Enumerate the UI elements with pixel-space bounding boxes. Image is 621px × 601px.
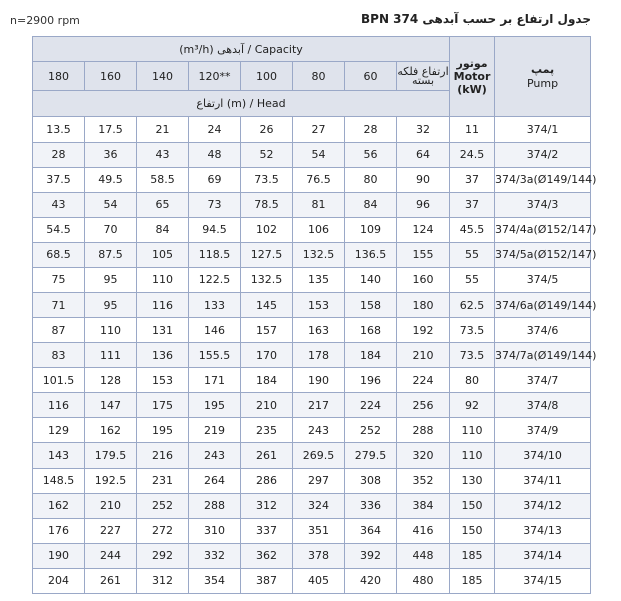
pump-model-cell: 374/10 xyxy=(495,443,591,468)
motor-power-cell: 150 xyxy=(450,493,495,518)
head-value-cell: 27 xyxy=(293,117,345,142)
head-value-cell: 184 xyxy=(345,343,397,368)
head-value-cell: 336 xyxy=(345,493,397,518)
table-row xyxy=(33,543,591,568)
head-value-cell: 132.5 xyxy=(241,267,293,292)
rpm-label: n=2900 rpm xyxy=(10,14,80,27)
pump-model-cell: 374/1 xyxy=(495,117,591,142)
head-value-cell: 264 xyxy=(189,468,241,493)
head-value-cell: 219 xyxy=(189,418,241,443)
motor-power-cell: 55 xyxy=(450,267,495,292)
head-value-cell: 405 xyxy=(293,568,345,593)
head-value-cell: 261 xyxy=(241,443,293,468)
head-value-cell: 128 xyxy=(85,368,137,393)
head-value-cell: 80 xyxy=(345,167,397,192)
head-value-cell: 87.5 xyxy=(85,242,137,267)
head-value-cell: 73 xyxy=(189,192,241,217)
table-row xyxy=(33,493,591,518)
motor-power-cell: 185 xyxy=(450,543,495,568)
head-value-cell: 36 xyxy=(85,142,137,167)
head-value-cell: 387 xyxy=(241,568,293,593)
head-value-cell: 43 xyxy=(137,142,189,167)
head-value-cell: 68.5 xyxy=(33,242,85,267)
head-value-cell: 378 xyxy=(293,543,345,568)
head-value-cell: 124 xyxy=(397,217,450,242)
head-value-cell: 155 xyxy=(397,242,450,267)
pump-model-cell: 374/3a(Ø149/144) xyxy=(495,167,591,192)
head-value-cell: 17.5 xyxy=(85,117,137,142)
head-value-cell: 71 xyxy=(33,293,85,318)
head-value-cell: 21 xyxy=(137,117,189,142)
head-value-cell: 244 xyxy=(85,543,137,568)
pump-model-cell: 374/7a(Ø149/144) xyxy=(495,343,591,368)
table-row xyxy=(33,192,591,217)
head-value-cell: 168 xyxy=(345,318,397,343)
head-value-cell: 269.5 xyxy=(293,443,345,468)
head-value-cell: 54 xyxy=(293,142,345,167)
head-value-cell: 95 xyxy=(85,267,137,292)
motor-power-cell: 130 xyxy=(450,468,495,493)
motor-power-cell: 45.5 xyxy=(450,217,495,242)
table-row xyxy=(33,368,591,393)
motor-power-cell: 37 xyxy=(450,192,495,217)
head-value-cell: 69 xyxy=(189,167,241,192)
head-value-cell: 102 xyxy=(241,217,293,242)
head-value-cell: 157 xyxy=(241,318,293,343)
table-title: جدول ارتفاع بر حسب آبدهی BPN 374 xyxy=(361,12,591,26)
head-value-cell: 111 xyxy=(85,343,137,368)
head-value-cell: 288 xyxy=(189,493,241,518)
head-value-cell: 180 xyxy=(397,293,450,318)
motor-power-cell: 73.5 xyxy=(450,318,495,343)
head-value-cell: 133 xyxy=(189,293,241,318)
table-row xyxy=(33,293,591,318)
head-value-cell: 109 xyxy=(345,217,397,242)
head-value-cell: 101.5 xyxy=(33,368,85,393)
head-value-cell: 132.5 xyxy=(293,242,345,267)
head-value-cell: 158 xyxy=(345,293,397,318)
head-value-cell: 252 xyxy=(345,418,397,443)
head-value-cell: 176 xyxy=(33,518,85,543)
head-value-cell: 52 xyxy=(241,142,293,167)
head-value-cell: 110 xyxy=(137,267,189,292)
head-value-cell: 84 xyxy=(137,217,189,242)
pump-model-cell: 374/4a(Ø152/147) xyxy=(495,217,591,242)
head-value-cell: 337 xyxy=(241,518,293,543)
pump-model-cell: 374/14 xyxy=(495,543,591,568)
head-value-cell: 384 xyxy=(397,493,450,518)
motor-power-cell: 11 xyxy=(450,117,495,142)
head-value-cell: 70 xyxy=(85,217,137,242)
motor-header-fa: موتور xyxy=(456,57,488,71)
motor-power-cell: 62.5 xyxy=(450,293,495,318)
pump-model-cell: 374/6 xyxy=(495,318,591,343)
pump-model-cell: 374/6a(Ø149/144) xyxy=(495,293,591,318)
head-value-cell: 147 xyxy=(85,393,137,418)
head-value-cell: 286 xyxy=(241,468,293,493)
head-value-cell: 78.5 xyxy=(241,192,293,217)
head-value-cell: 261 xyxy=(85,568,137,593)
head-value-cell: 58.5 xyxy=(137,167,189,192)
head-value-cell: 175 xyxy=(137,393,189,418)
head-value-cell: 196 xyxy=(345,368,397,393)
pump-header-fa: پمپ xyxy=(530,62,555,76)
head-value-cell: 116 xyxy=(137,293,189,318)
head-value-cell: 231 xyxy=(137,468,189,493)
head-value-cell: 210 xyxy=(241,393,293,418)
head-value-cell: 192.5 xyxy=(85,468,137,493)
table-row xyxy=(33,117,591,142)
head-value-cell: 480 xyxy=(397,568,450,593)
head-value-cell: 135 xyxy=(293,267,345,292)
head-value-cell: 364 xyxy=(345,518,397,543)
motor-power-cell: 150 xyxy=(450,518,495,543)
head-value-cell: 153 xyxy=(137,368,189,393)
head-value-cell: 140 xyxy=(345,267,397,292)
table-row xyxy=(33,518,591,543)
head-value-cell: 54.5 xyxy=(33,217,85,242)
motor-header-en: Motor xyxy=(453,70,491,84)
head-value-cell: 448 xyxy=(397,543,450,568)
head-value-cell: 43 xyxy=(33,192,85,217)
shutoff-head-header: ارتفاع‌ فلکه بسته xyxy=(397,62,450,91)
head-value-cell: 153 xyxy=(293,293,345,318)
head-value-cell: 65 xyxy=(137,192,189,217)
flow-rate-cell: 140 xyxy=(137,62,189,91)
head-value-cell: 416 xyxy=(397,518,450,543)
head-value-cell: 224 xyxy=(397,368,450,393)
head-value-cell: 118.5 xyxy=(189,242,241,267)
head-value-cell: 32 xyxy=(397,117,450,142)
head-value-cell: 148.5 xyxy=(33,468,85,493)
pump-model-cell: 374/13 xyxy=(495,518,591,543)
head-value-cell: 227 xyxy=(85,518,137,543)
head-value-cell: 216 xyxy=(137,443,189,468)
head-value-cell: 56 xyxy=(345,142,397,167)
head-value-cell: 362 xyxy=(241,543,293,568)
motor-power-cell: 73.5 xyxy=(450,343,495,368)
head-header: ارتفاع (m) / Head xyxy=(33,91,450,117)
head-value-cell: 28 xyxy=(33,142,85,167)
head-value-cell: 136.5 xyxy=(345,242,397,267)
head-value-cell: 210 xyxy=(397,343,450,368)
table-row xyxy=(33,443,591,468)
head-value-cell: 127.5 xyxy=(241,242,293,267)
pump-model-cell: 374/11 xyxy=(495,468,591,493)
flow-rate-cell: 120** xyxy=(189,62,241,91)
head-value-cell: 170 xyxy=(241,343,293,368)
head-value-cell: 84 xyxy=(345,192,397,217)
motor-power-cell: 37 xyxy=(450,167,495,192)
table-row xyxy=(33,318,591,343)
pump-header xyxy=(495,37,591,117)
head-value-cell: 190 xyxy=(33,543,85,568)
head-value-cell: 146 xyxy=(189,318,241,343)
capacity-header-row xyxy=(33,37,591,62)
head-value-cell: 162 xyxy=(85,418,137,443)
pump-model-cell: 374/5a(Ø152/147) xyxy=(495,242,591,267)
pump-model-cell: 374/12 xyxy=(495,493,591,518)
head-value-cell: 116 xyxy=(33,393,85,418)
head-value-cell: 190 xyxy=(293,368,345,393)
head-value-cell: 320 xyxy=(397,443,450,468)
head-value-cell: 48 xyxy=(189,142,241,167)
pump-model-cell: 374/15 xyxy=(495,568,591,593)
head-value-cell: 96 xyxy=(397,192,450,217)
table-row xyxy=(33,393,591,418)
pump-head-table xyxy=(32,36,597,594)
head-value-cell: 155.5 xyxy=(189,343,241,368)
head-value-cell: 195 xyxy=(137,418,189,443)
flow-rate-cell: 100 xyxy=(241,62,293,91)
head-value-cell: 75 xyxy=(33,267,85,292)
pump-model-cell: 374/2 xyxy=(495,142,591,167)
motor-power-cell: 110 xyxy=(450,443,495,468)
pump-header-en: Pump xyxy=(526,76,559,90)
head-value-cell: 122.5 xyxy=(189,267,241,292)
head-value-cell: 24 xyxy=(189,117,241,142)
table-row xyxy=(33,468,591,493)
head-value-cell: 37.5 xyxy=(33,167,85,192)
pump-model-cell: 374/8 xyxy=(495,393,591,418)
head-value-cell: 73.5 xyxy=(241,167,293,192)
head-value-cell: 105 xyxy=(137,242,189,267)
head-value-cell: 163 xyxy=(293,318,345,343)
head-value-cell: 235 xyxy=(241,418,293,443)
flow-rate-cell: 80 xyxy=(293,62,345,91)
motor-header-unit: (kW) xyxy=(457,83,487,97)
head-value-cell: 81 xyxy=(293,192,345,217)
table-row xyxy=(33,343,591,368)
head-value-cell: 252 xyxy=(137,493,189,518)
head-value-cell: 136 xyxy=(137,343,189,368)
head-value-cell: 332 xyxy=(189,543,241,568)
head-value-cell: 354 xyxy=(189,568,241,593)
motor-power-cell: 24.5 xyxy=(450,142,495,167)
motor-power-cell: 55 xyxy=(450,242,495,267)
flow-rate-cell: 60 xyxy=(345,62,397,91)
head-value-cell: 272 xyxy=(137,518,189,543)
head-value-cell: 195 xyxy=(189,393,241,418)
motor-power-cell: 92 xyxy=(450,393,495,418)
head-value-cell: 26 xyxy=(241,117,293,142)
head-value-cell: 90 xyxy=(397,167,450,192)
head-value-cell: 171 xyxy=(189,368,241,393)
table-row xyxy=(33,418,591,443)
head-value-cell: 13.5 xyxy=(33,117,85,142)
table-row xyxy=(33,167,591,192)
head-value-cell: 178 xyxy=(293,343,345,368)
head-value-cell: 162 xyxy=(33,493,85,518)
head-value-cell: 64 xyxy=(397,142,450,167)
head-value-cell: 210 xyxy=(85,493,137,518)
head-value-cell: 95 xyxy=(85,293,137,318)
head-value-cell: 297 xyxy=(293,468,345,493)
head-value-cell: 256 xyxy=(397,393,450,418)
pump-head-table-container xyxy=(32,36,597,594)
motor-power-cell: 110 xyxy=(450,418,495,443)
pump-model-cell: 374/3 xyxy=(495,192,591,217)
head-value-cell: 110 xyxy=(85,318,137,343)
head-value-cell: 243 xyxy=(293,418,345,443)
pump-model-cell: 374/9 xyxy=(495,418,591,443)
table-row xyxy=(33,142,591,167)
table-row xyxy=(33,217,591,242)
head-value-cell: 217 xyxy=(293,393,345,418)
head-value-cell: 324 xyxy=(293,493,345,518)
motor-power-cell: 80 xyxy=(450,368,495,393)
flow-rate-cell: 160 xyxy=(85,62,137,91)
head-value-cell: 288 xyxy=(397,418,450,443)
head-value-cell: 143 xyxy=(33,443,85,468)
table-row xyxy=(33,568,591,593)
head-value-cell: 312 xyxy=(137,568,189,593)
head-value-cell: 308 xyxy=(345,468,397,493)
head-value-cell: 392 xyxy=(345,543,397,568)
head-value-cell: 224 xyxy=(345,393,397,418)
head-value-cell: 106 xyxy=(293,217,345,242)
head-value-cell: 279.5 xyxy=(345,443,397,468)
head-value-cell: 129 xyxy=(33,418,85,443)
head-value-cell: 54 xyxy=(85,192,137,217)
head-value-cell: 76.5 xyxy=(293,167,345,192)
head-value-cell: 351 xyxy=(293,518,345,543)
motor-power-cell: 185 xyxy=(450,568,495,593)
head-value-cell: 131 xyxy=(137,318,189,343)
head-value-cell: 49.5 xyxy=(85,167,137,192)
head-value-cell: 310 xyxy=(189,518,241,543)
head-value-cell: 160 xyxy=(397,267,450,292)
head-value-cell: 204 xyxy=(33,568,85,593)
capacity-header: (m³/h) آبدهی / Capacity xyxy=(33,37,450,62)
head-value-cell: 83 xyxy=(33,343,85,368)
head-value-cell: 243 xyxy=(189,443,241,468)
head-value-cell: 87 xyxy=(33,318,85,343)
head-value-cell: 292 xyxy=(137,543,189,568)
head-value-cell: 179.5 xyxy=(85,443,137,468)
motor-header xyxy=(450,37,495,117)
pump-model-cell: 374/5 xyxy=(495,267,591,292)
head-value-cell: 352 xyxy=(397,468,450,493)
head-value-cell: 420 xyxy=(345,568,397,593)
head-value-cell: 28 xyxy=(345,117,397,142)
pump-model-cell: 374/7 xyxy=(495,368,591,393)
head-value-cell: 192 xyxy=(397,318,450,343)
head-value-cell: 94.5 xyxy=(189,217,241,242)
head-value-cell: 184 xyxy=(241,368,293,393)
head-value-cell: 145 xyxy=(241,293,293,318)
flow-rate-cell: 180 xyxy=(33,62,85,91)
table-row xyxy=(33,267,591,292)
table-row xyxy=(33,242,591,267)
head-value-cell: 312 xyxy=(241,493,293,518)
